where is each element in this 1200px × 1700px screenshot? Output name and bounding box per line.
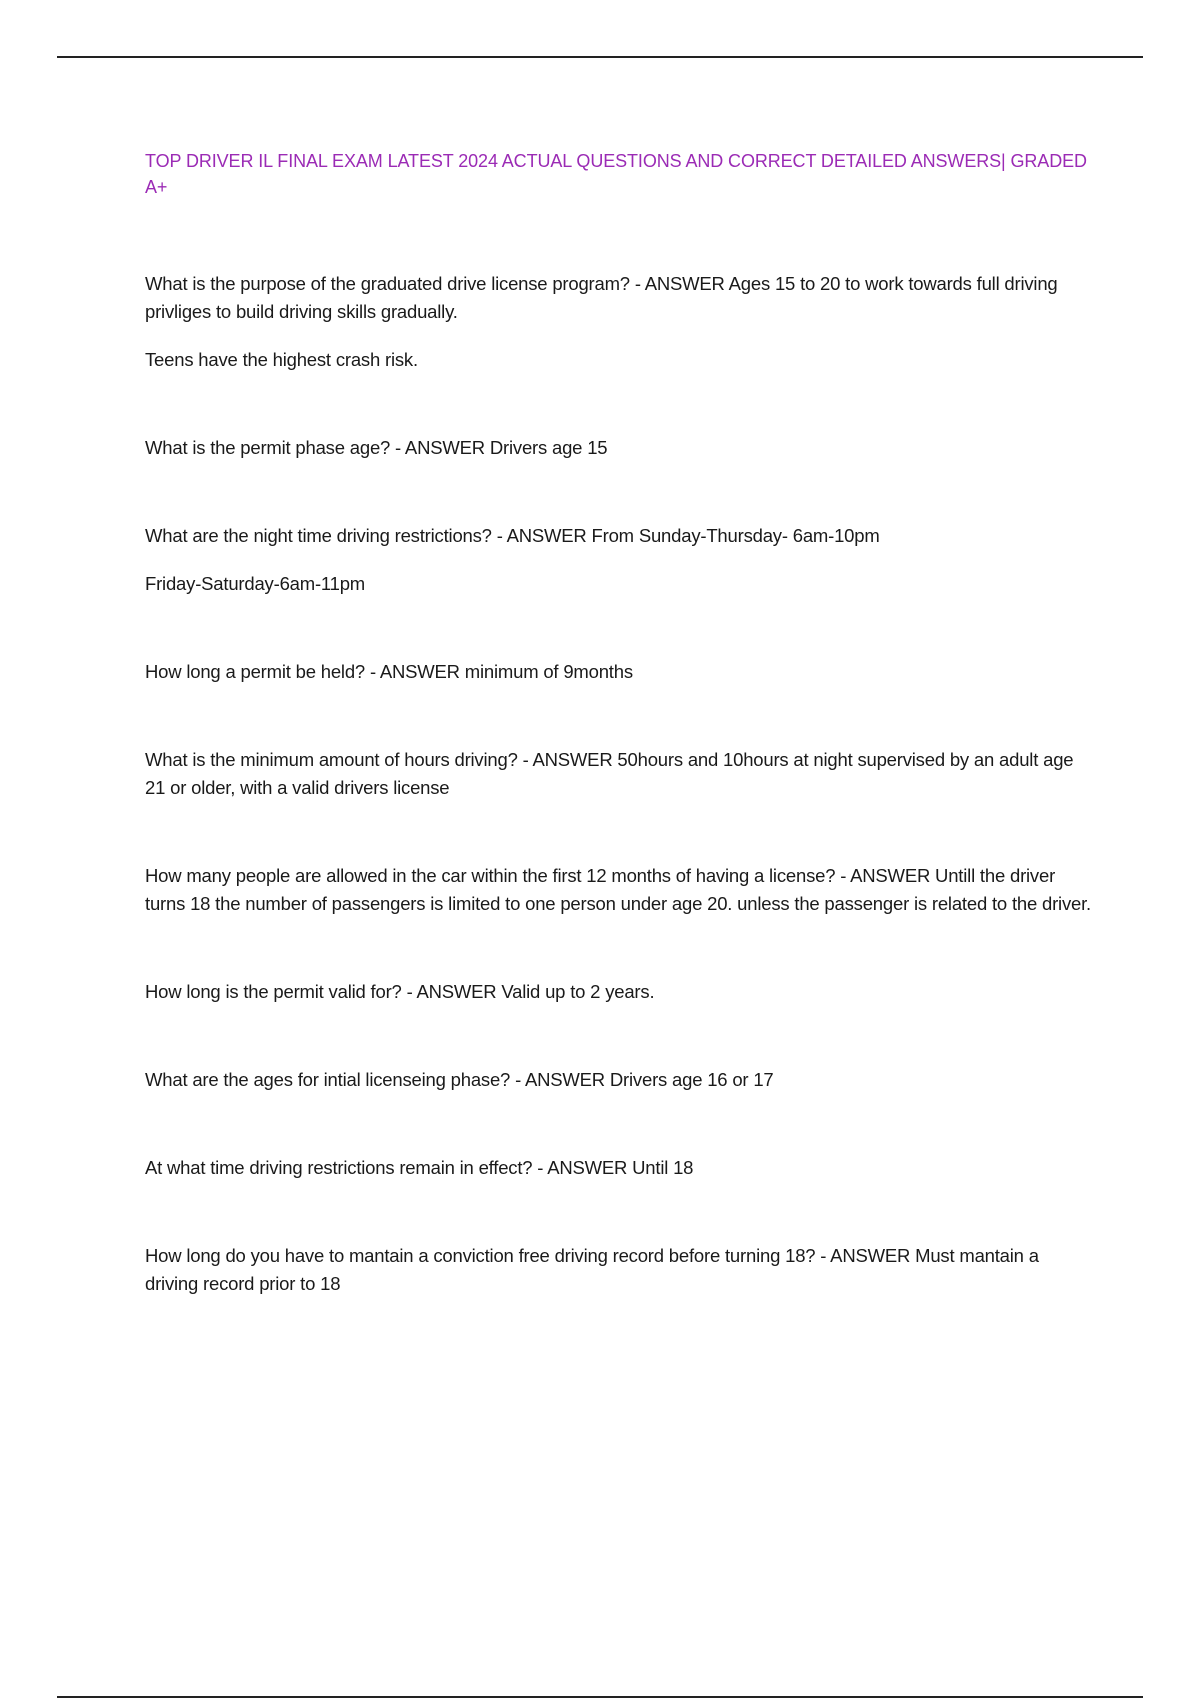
qa-text: How long a permit be held? - ANSWER minimum of 9months <box>145 661 633 682</box>
top-divider <box>57 56 1143 58</box>
qa-item-5 <box>145 746 1095 802</box>
qa-text: At what time driving restrictions remain in effect? - ANSWER Until 18 <box>145 1157 694 1178</box>
qa-text: Teens have the highest crash risk. <box>145 349 418 370</box>
qa-item-2 <box>145 434 1095 462</box>
qa-item-3 <box>145 522 1095 598</box>
qa-item-7 <box>145 978 1095 1006</box>
qa-text: What is the permit phase age? - ANSWER Drivers age 15 <box>145 437 608 458</box>
qa-text: What is the purpose of the graduated drive license program? - ANSWER Ages 15 to 20 to work towards full driving privliges to build driving skills gradually. <box>145 273 1058 322</box>
qa-text: How many people are allowed in the car within the first 12 months of having a license? - ANSWER Untill the driver turns 18 the number of passengers is limited to one person under age 20. unless the passenger is related to the driver. <box>145 865 1091 914</box>
qa-item-6 <box>145 862 1095 918</box>
page-content <box>145 148 1095 1358</box>
document-title: TOP DRIVER IL FINAL EXAM LATEST 2024 ACTUAL QUESTIONS AND CORRECT DETAILED ANSWERS| GRADED A+ <box>145 151 1087 197</box>
qa-text: How long do you have to mantain a conviction free driving record before turning 18? - ANSWER Must mantain a driving record prior to 18 <box>145 1245 1039 1294</box>
qa-text: How long is the permit valid for? - ANSWER Valid up to 2 years. <box>145 981 655 1002</box>
qa-text: What are the night time driving restrictions? - ANSWER From Sunday-Thursday- 6am-10pm <box>145 525 880 546</box>
qa-text: What is the minimum amount of hours driving? - ANSWER 50hours and 10hours at night supervised by an adult age 21 or older, with a valid drivers license <box>145 749 1074 798</box>
qa-text: What are the ages for intial licenseing phase? - ANSWER Drivers age 16 or 17 <box>145 1069 774 1090</box>
qa-item-4 <box>145 658 1095 686</box>
qa-item-1 <box>145 270 1095 374</box>
qa-item-8 <box>145 1066 1095 1094</box>
qa-text: Friday-Saturday-6am-11pm <box>145 573 366 594</box>
qa-item-9 <box>145 1154 1095 1182</box>
qa-item-10 <box>145 1242 1095 1298</box>
qa-list <box>145 270 1095 1298</box>
bottom-divider <box>57 1696 1143 1698</box>
